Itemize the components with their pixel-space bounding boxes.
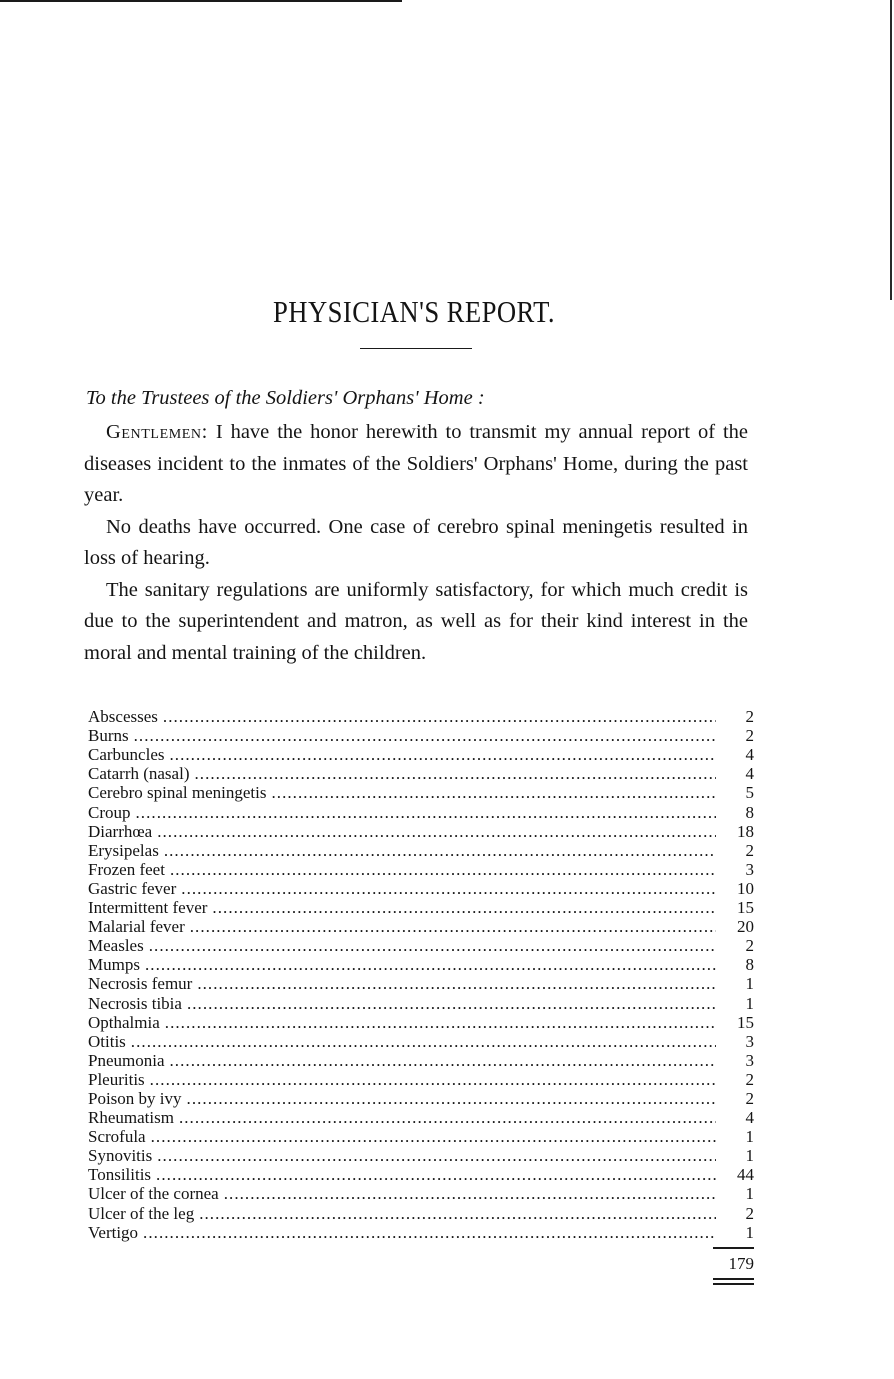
table-row bbox=[88, 936, 754, 955]
case-count: 1 bbox=[745, 993, 754, 1013]
dot-leader bbox=[199, 1204, 716, 1223]
dot-leader bbox=[187, 994, 716, 1013]
case-count: 1 bbox=[745, 974, 754, 994]
dot-leader bbox=[170, 860, 716, 879]
disease-name: Rheumatism bbox=[88, 1108, 174, 1128]
case-count: 1 bbox=[745, 1184, 754, 1204]
dot-leader bbox=[157, 822, 716, 841]
disease-name: Synovitis bbox=[88, 1146, 153, 1166]
dot-leader bbox=[149, 936, 716, 955]
table-row bbox=[88, 1146, 754, 1165]
case-count: 8 bbox=[745, 802, 754, 822]
paragraph-2: No deaths have occurred. One case of cerebro spinal meningetis resulted in loss of hearing. bbox=[84, 515, 748, 569]
table-row bbox=[88, 1203, 754, 1222]
case-count: 2 bbox=[745, 936, 754, 956]
disease-name: Diarrhœa bbox=[88, 821, 153, 841]
case-count: 3 bbox=[745, 1031, 754, 1051]
case-count: 15 bbox=[737, 1012, 754, 1032]
paragraph-1 bbox=[84, 417, 748, 512]
case-count: 44 bbox=[737, 1165, 754, 1185]
dot-leader bbox=[156, 1165, 716, 1184]
case-count: 3 bbox=[745, 859, 754, 879]
disease-name: Gastric fever bbox=[88, 878, 177, 898]
title-divider bbox=[360, 348, 472, 349]
double-rule-top bbox=[713, 1278, 754, 1280]
table-row bbox=[88, 993, 754, 1012]
disease-name: Ulcer of the leg bbox=[88, 1203, 195, 1223]
table-row bbox=[88, 1070, 754, 1089]
table-row bbox=[88, 1089, 754, 1108]
greeting: Gentlemen: bbox=[106, 421, 208, 443]
disease-name: Croup bbox=[88, 802, 131, 822]
disease-name: Scrofula bbox=[88, 1127, 146, 1147]
dot-leader bbox=[145, 955, 716, 974]
table-row bbox=[88, 860, 754, 879]
disease-name: Erysipelas bbox=[88, 840, 159, 860]
dot-leader bbox=[165, 1013, 716, 1032]
dot-leader bbox=[212, 898, 716, 917]
dot-leader bbox=[157, 1146, 716, 1165]
case-count: 2 bbox=[745, 707, 754, 727]
dot-leader bbox=[170, 1051, 717, 1070]
disease-name: Necrosis femur bbox=[88, 974, 193, 994]
case-count: 1 bbox=[745, 1222, 754, 1242]
salutation: To the Trustees of the Soldiers' Orphans' Home : bbox=[86, 387, 485, 409]
dot-leader bbox=[136, 803, 717, 822]
disease-name: Opthalmia bbox=[88, 1012, 160, 1032]
table-row bbox=[88, 955, 754, 974]
table-row bbox=[88, 764, 754, 783]
table-row bbox=[88, 726, 754, 745]
table-row bbox=[88, 1051, 754, 1070]
table-row bbox=[88, 879, 754, 898]
case-count: 20 bbox=[737, 917, 754, 937]
disease-name: Burns bbox=[88, 726, 129, 746]
table-row bbox=[88, 783, 754, 802]
disease-name: Frozen feet bbox=[88, 859, 165, 879]
table-row bbox=[88, 707, 754, 726]
table-row bbox=[88, 974, 754, 993]
case-count: 1 bbox=[745, 1127, 754, 1147]
dot-leader bbox=[181, 879, 716, 898]
case-count: 2 bbox=[745, 726, 754, 746]
table-row bbox=[88, 802, 754, 821]
disease-name: Ulcer of the cornea bbox=[88, 1184, 219, 1204]
dot-leader bbox=[131, 1032, 716, 1051]
case-count: 2 bbox=[745, 1088, 754, 1108]
dot-leader bbox=[224, 1184, 716, 1203]
dot-leader bbox=[151, 1127, 716, 1146]
page-edge bbox=[890, 0, 892, 300]
table-row bbox=[88, 917, 754, 936]
table-row bbox=[88, 1013, 754, 1032]
case-count: 2 bbox=[745, 1069, 754, 1089]
table-row bbox=[88, 1184, 754, 1203]
case-count: 4 bbox=[745, 745, 754, 765]
disease-name: Cerebro spinal meningetis bbox=[88, 783, 267, 803]
case-count: 2 bbox=[745, 1203, 754, 1223]
dot-leader bbox=[190, 917, 716, 936]
table-row bbox=[88, 1108, 754, 1127]
table-row bbox=[88, 1165, 754, 1184]
dot-leader bbox=[197, 974, 716, 993]
dot-leader bbox=[134, 726, 716, 745]
disease-name: Tonsilitis bbox=[88, 1165, 152, 1185]
case-count: 2 bbox=[745, 840, 754, 860]
table-row bbox=[88, 745, 754, 764]
sum-rule bbox=[713, 1247, 754, 1249]
page-title: PHYSICIAN'S REPORT. bbox=[273, 294, 555, 329]
dot-leader bbox=[179, 1108, 716, 1127]
disease-name: Otitis bbox=[88, 1031, 126, 1051]
disease-name: Intermittent fever bbox=[88, 898, 208, 918]
report-body bbox=[84, 417, 748, 669]
disease-name: Vertigo bbox=[88, 1222, 139, 1242]
disease-name: Measles bbox=[88, 936, 144, 956]
disease-table bbox=[88, 707, 754, 1242]
disease-name: Carbuncles bbox=[88, 745, 165, 765]
paragraph-3: The sanitary regulations are uniformly satisfactory, for which much credit is due to the superintendent and matron, as well as for their kind interest in the moral and mental training of the children. bbox=[84, 578, 748, 664]
dot-leader bbox=[150, 1070, 716, 1089]
paragraph-1-text: I have the honor herewith to transmit my annual report of the diseases incident to the inmates of the Soldiers' Orphans' Home, during the past year. bbox=[84, 421, 748, 506]
case-count: 10 bbox=[737, 878, 754, 898]
table-row bbox=[88, 822, 754, 841]
disease-name: Mumps bbox=[88, 955, 140, 975]
dot-leader bbox=[143, 1223, 716, 1242]
case-count: 8 bbox=[745, 955, 754, 975]
disease-name: Pneumonia bbox=[88, 1050, 165, 1070]
case-count: 1 bbox=[745, 1146, 754, 1166]
disease-name: Necrosis tibia bbox=[88, 993, 182, 1013]
total-count: 179 bbox=[728, 1254, 754, 1273]
case-count: 18 bbox=[737, 821, 754, 841]
table-row bbox=[88, 841, 754, 860]
case-count: 15 bbox=[737, 898, 754, 918]
case-count: 5 bbox=[745, 783, 754, 803]
table-row bbox=[88, 898, 754, 917]
dot-leader bbox=[163, 707, 716, 726]
case-count: 3 bbox=[745, 1050, 754, 1070]
disease-name: Abscesses bbox=[88, 707, 158, 727]
dot-leader bbox=[169, 745, 716, 764]
case-count: 4 bbox=[745, 764, 754, 784]
disease-name: Pleuritis bbox=[88, 1069, 145, 1089]
top-rule bbox=[0, 0, 402, 2]
dot-leader bbox=[187, 1089, 716, 1108]
case-count: 4 bbox=[745, 1108, 754, 1128]
dot-leader bbox=[271, 783, 716, 802]
disease-name: Poison by ivy bbox=[88, 1088, 182, 1108]
dot-leader bbox=[194, 764, 716, 783]
disease-name: Malarial fever bbox=[88, 917, 185, 937]
double-rule-bottom bbox=[713, 1283, 754, 1285]
dot-leader bbox=[164, 841, 716, 860]
disease-name: Catarrh (nasal) bbox=[88, 764, 190, 784]
table-row bbox=[88, 1032, 754, 1051]
table-row bbox=[88, 1223, 754, 1242]
table-row bbox=[88, 1127, 754, 1146]
